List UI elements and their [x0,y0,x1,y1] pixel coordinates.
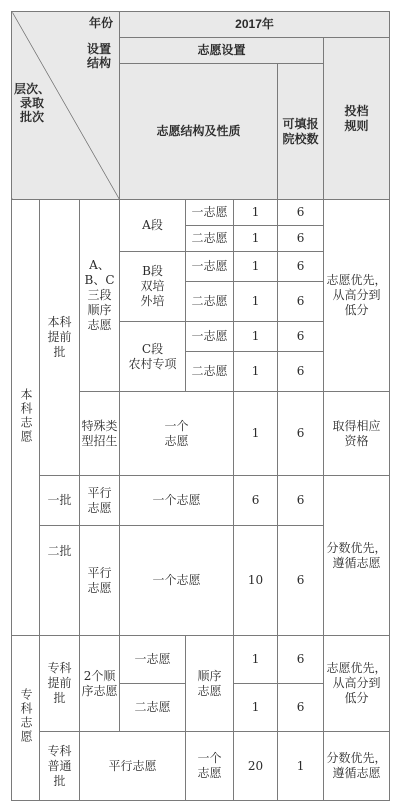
yipi-schools: 6 [234,476,278,526]
yipi-batch: 一批 [40,476,80,526]
section-c-choice-2: 二志愿 [186,352,234,392]
zhuanke-choice-1: 一志愿 [120,636,186,684]
erpi-choice: 一个志愿 [120,526,234,636]
section-a-majors-2: 6 [278,226,324,252]
structure-nature-header: 志愿结构及性质 [120,64,278,200]
section-c-majors-2: 6 [278,352,324,392]
erpi-schools: 10 [234,526,278,636]
zhuanke-putong-batch: 专科 普通 批 [40,732,80,801]
section-c-majors-1: 6 [278,322,324,352]
section-b-majors-2: 6 [278,282,324,322]
zhuanke-label-cell [12,636,40,801]
section-a-choice-2: 二志愿 [186,226,234,252]
erpi-type: 平行 志愿 [80,526,120,636]
zhuanke-schools-2: 1 [234,684,278,732]
section-a-choice-1: 一志愿 [186,200,234,226]
level-header-label: 层次、 录取 批次 [14,82,51,124]
special-type-majors: 6 [278,392,324,476]
benke-label: 本科志愿 [19,387,33,444]
section-b-majors-1: 6 [278,252,324,282]
section-c-name: C段 农村专项 [120,322,186,392]
zhuanke-putong-majors: 1 [278,732,324,801]
yipi-choice: 一个志愿 [120,476,234,526]
benke-label-cell [12,200,40,636]
parallel-rule: 分数优先， 遵循志愿 [324,476,390,636]
zhuanke-schools-1: 1 [234,636,278,684]
yipi-majors: 6 [278,476,324,526]
zhuanke-majors-1: 6 [278,636,324,684]
erpi-majors: 6 [278,526,324,636]
zhuanke-putong-choice: 一个 志愿 [186,732,234,801]
special-type-choice: 一个 志愿 [120,392,234,476]
zhuanke-majors-2: 6 [278,684,324,732]
zhuanke-tiqian-type: 2个顺 序志愿 [80,636,120,732]
structure-header-label: 设置 结构 [87,42,112,70]
section-a-name: A段 [120,200,186,252]
section-b-schools-2: 1 [234,282,278,322]
fill-count-header: 可填报 院校数 [278,64,324,200]
special-type-name: 特殊类 型招生 [80,392,120,476]
volunteer-settings-table [11,11,390,801]
zhuanke-choice-2: 二志愿 [120,684,186,732]
erpi-batch: 二批 [40,526,80,636]
yipi-type: 平行 志愿 [80,476,120,526]
rule-header: 投档 规则 [324,38,390,200]
zhuanke-tiqian-rule: 志愿优先， 从高分到 低分 [324,636,390,732]
section-a-schools-1: 1 [234,200,278,226]
zhuanke-putong-schools: 20 [234,732,278,801]
abc-group-label: A、 B、C 三段 顺序 志愿 [80,200,120,392]
section-c-schools-2: 1 [234,352,278,392]
zhuanke-nature: 顺序 志愿 [186,636,234,732]
section-a-schools-2: 1 [234,226,278,252]
zhuanke-putong-rule: 分数优先， 遵循志愿 [324,732,390,801]
section-b-schools-1: 1 [234,252,278,282]
year-header-label: 年份 [89,16,114,30]
tiqian-rule: 志愿优先， 从高分到 低分 [324,200,390,392]
zhuanke-putong-type: 平行志愿 [80,732,186,801]
section-b-choice-1: 一志愿 [186,252,234,282]
section-c-schools-1: 1 [234,322,278,352]
header-diagonal-cell [12,12,120,200]
year-header: 2017年 [120,12,390,38]
section-b-choice-2: 二志愿 [186,282,234,322]
special-type-rule: 取得相应 资格 [324,392,390,476]
section-c-choice-1: 一志愿 [186,322,234,352]
zhuanke-tiqian-batch: 专科 提前 批 [40,636,80,732]
benke-tiqian-batch: 本科 提前 批 [40,200,80,476]
section-b-name: B段 双培 外培 [120,252,186,322]
zhiyuan-setting-header: 志愿设置 [120,38,324,64]
section-a-majors-1: 6 [278,200,324,226]
zhuanke-label: 专科志愿 [19,688,33,744]
special-type-schools: 1 [234,392,278,476]
